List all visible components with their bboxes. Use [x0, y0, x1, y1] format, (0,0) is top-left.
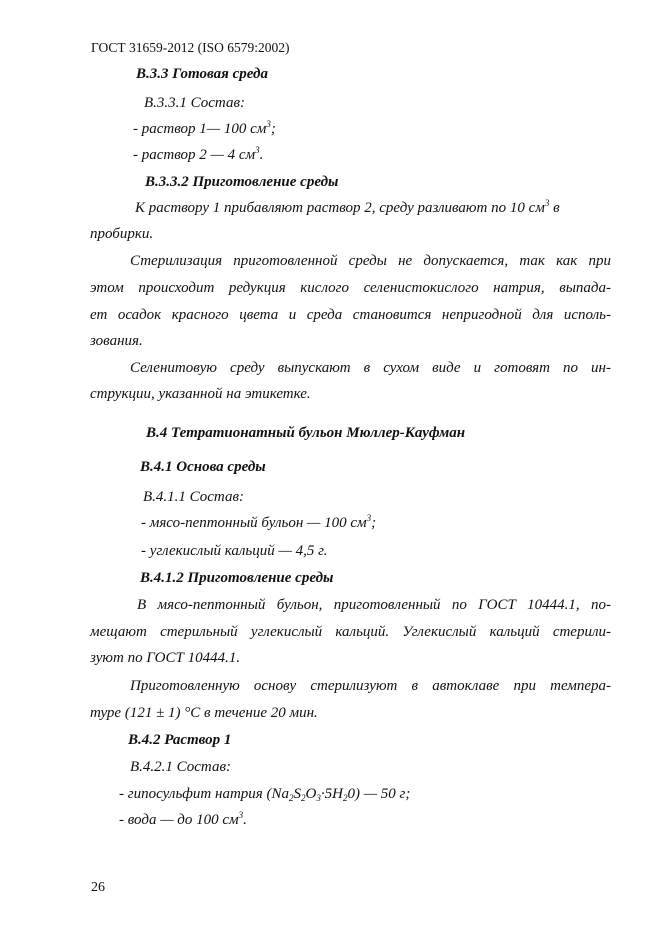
composition-heading: B.4.1.1 Состав:: [143, 489, 244, 505]
subsection-heading: B.4.2 Раствор 1: [128, 732, 232, 748]
paragraph-line: пробирки.: [90, 226, 154, 242]
list-item: - углекислый кальций — 4,5 г.: [141, 543, 328, 559]
list-item: - гипосульфит натрия $(Na_2S_2O_3\cdot 5H_20)$ — 50 г;: [119, 786, 411, 803]
paragraph-line: Селенитовую среду выпускают в сухом виде и готовят по ин-: [130, 360, 611, 376]
paragraph-line: Стерилизация приготовленной среды не допускается, так как при: [130, 253, 611, 269]
composition-heading: B.4.2.1 Состав:: [130, 759, 231, 775]
document-header: ГОСТ 31659-2012 (ISO 6579:2002): [91, 40, 290, 55]
subsection-heading: B.3.3.2 Приготовление среды: [145, 174, 339, 190]
section-heading-b33: B.3.3 Готовая среда: [136, 66, 268, 82]
section-heading-b4: B.4 Тетратионатный бульон Мюллер-Кауфман: [146, 425, 466, 441]
list-item: - вода — до 100 $см^3$.: [119, 810, 247, 828]
paragraph-line: туре (121 ± 1) °С в течение 20 мин.: [90, 705, 318, 721]
list-item: - раствор 2 — 4 $см^3$.: [133, 145, 264, 163]
paragraph-line: В мясо-пептонный бульон, приготовленный по ГОСТ 10444.1, по-: [137, 597, 611, 613]
paragraph-line: ет осадок красного цвета и среда становится непригодной для исполь-: [90, 307, 611, 323]
subsection-heading: B.4.1 Основа среды: [140, 459, 266, 475]
list-item: - мясо-пептонный бульон — 100 $см^3$;: [141, 513, 377, 531]
paragraph-line: мещают стерильный углекислый кальций. Углекислый кальций стерили-: [90, 624, 611, 640]
subsection-heading: B.4.1.2 Приготовление среды: [140, 570, 334, 586]
list-item: - раствор 1— 100 $см^3$;: [133, 119, 276, 137]
paragraph-line: струкции, указанной на этикетке.: [90, 386, 311, 402]
paragraph-line: зуют по ГОСТ 10444.1.: [90, 650, 241, 666]
paragraph-line: К раствору 1 прибавляют раствор 2, среду разливают по 10 $см^3$ в: [135, 198, 560, 216]
paragraph-line: зования.: [90, 333, 143, 349]
composition-heading: B.3.3.1 Состав:: [144, 95, 245, 111]
paragraph-line: этом происходит редукция кислого селенистокислого натрия, выпада-: [90, 280, 611, 296]
paragraph-line: Приготовленную основу стерилизуют в автоклаве при темпера-: [130, 678, 611, 694]
page-number: 26: [91, 880, 105, 895]
